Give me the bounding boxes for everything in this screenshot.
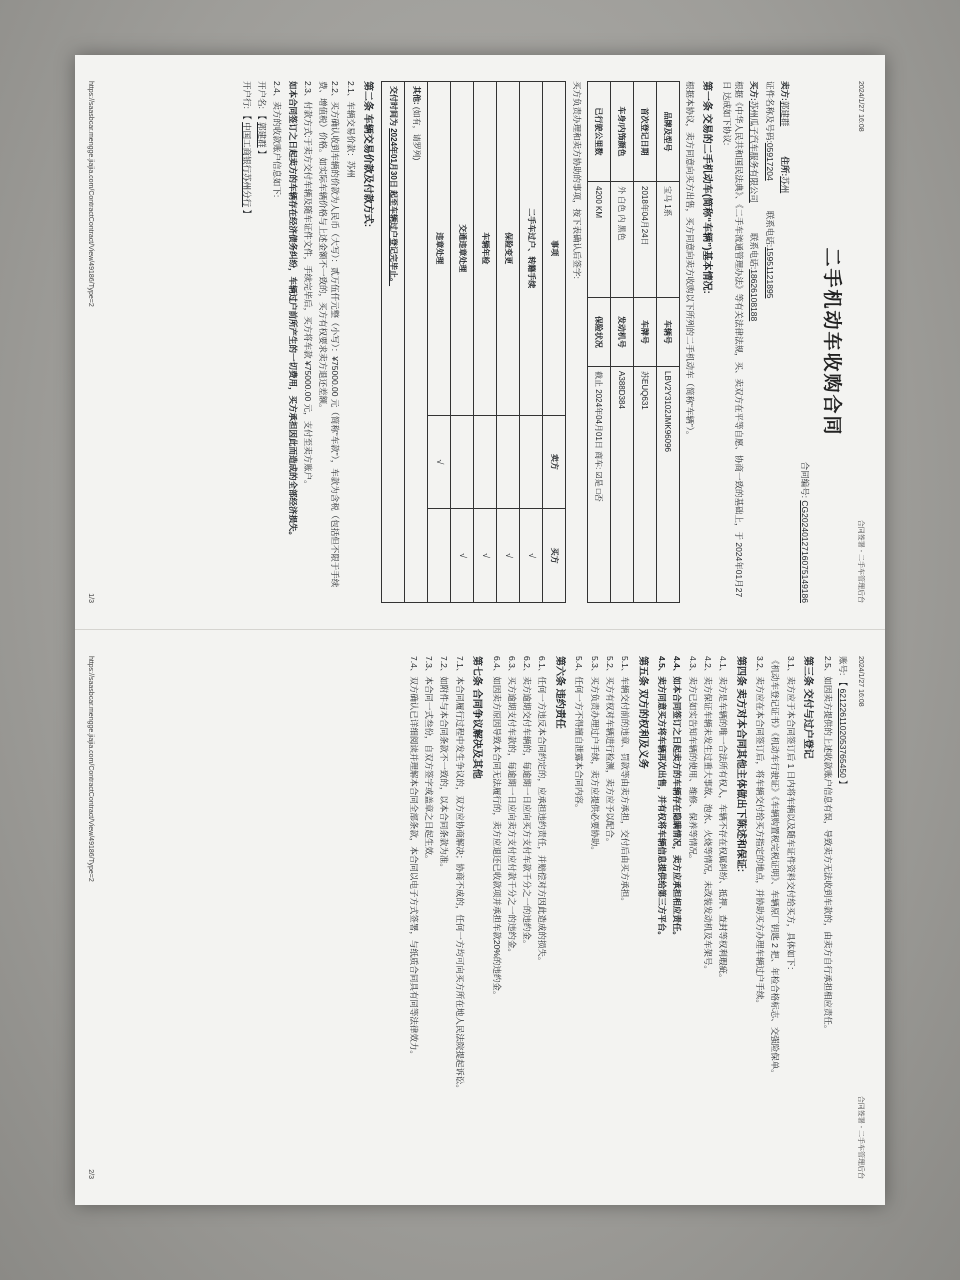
clause-7-2: 7.2、如附件与本合同条款不一致的，以本合同条款为准。 (439, 656, 450, 872)
clause-6-4: 6.4、如因卖方原因导致本合同无法履行的，卖方应退还已收款项并承担车款20%的违约金。 (491, 656, 502, 1000)
table-cell: 外 白色 内 黑色 (610, 182, 633, 298)
other-label: 其他: (412, 86, 422, 105)
table-cell: 发动机号 (610, 297, 633, 366)
table-row (474, 82, 497, 603)
intro-text: 根据《中华人民共和国民法典》、《二手车流通管理办法》等有关法律法规，买、卖双方在平等自愿、协商一致的基础上，于 2024年01月27日 达成如下协议: (721, 81, 745, 598)
id-label: 证件名称及号码: (764, 81, 775, 143)
table-cell: 已行驶公里数 (587, 82, 610, 182)
bank-row: 开户行: 【 中国工商银行苏州分行 】 (241, 81, 252, 218)
table-row (633, 82, 656, 603)
clause-5-3: 5.3、买方负责办理过户手续，卖方应提供必要协助。 (589, 656, 600, 855)
bank-name: 中国工商银行苏州分行 (241, 122, 252, 208)
clause-3-1: 3.1、卖方应于本合同签订后 1 日内将车辆以及随车证件资料交付给买方，具体如下： (785, 656, 796, 975)
seller-id-row (763, 81, 775, 603)
table-cell: LBV2Y3102JMK96096 (656, 367, 679, 603)
table-cell (520, 415, 543, 509)
table-cell: 品牌及型号 (656, 82, 679, 182)
account-number: 6212261102053765450 (837, 688, 848, 778)
account-name-row: 开户名: 【 郭建群 】 (256, 81, 267, 159)
contract-number (799, 81, 811, 603)
table-cell: 截止 2024年04月01日 商车: ☑是 □否 (587, 367, 610, 603)
contract-title: 二手机动车收购合同 (820, 247, 842, 437)
table-cell: 违章处理 (428, 82, 451, 416)
table-cell: 4200 KM (587, 182, 610, 298)
phone-label: 联系电话: (764, 210, 775, 248)
clause-2-4: 2.4、卖方的收款账户信息如下: (272, 81, 283, 198)
table-cell (474, 415, 497, 509)
column-header: 卖方 (543, 415, 566, 509)
clause-5-1: 5.1、车辆交付前的违章、罚款等由卖方承担，交付后由买方承担。 (620, 656, 631, 906)
table-cell: A388D384 (610, 367, 633, 603)
clause-5-4: 5.4、任何一方不得擅自泄露本合同内容。 (574, 656, 585, 813)
footer-url: https://saasbcar.mengge.jiajia.com/ContractContract/View/49186/Type=2 (87, 81, 95, 307)
clause-2-3: 2.3、付款方式:于卖方交付车辆及随车证件文件，手续完毕后，买方将车款 ¥75000.00 元，支付至卖方账户。 (302, 81, 313, 489)
other-cell (405, 82, 428, 603)
print-date: 2024/1/27 16:08 (857, 81, 864, 132)
clause-6-1: 6.1、任何一方违反本合同约定的，应承担违约责任，并赔偿对方因此造成的损失。 (537, 656, 548, 966)
print-source: 合同签署 - 二手车管理后台 (857, 1095, 864, 1179)
vehicle-info-table (587, 81, 680, 603)
page-number: 1/3 (87, 593, 95, 603)
article-1-title: 第一条 交易的二手机动车(简称“车辆”)基本情况: (701, 81, 713, 294)
buyer-label: 买方: (749, 81, 760, 101)
table-cell: 车辆年检 (474, 82, 497, 416)
table-cell: √ (474, 509, 497, 603)
buyer-name: 苏州瓜子汽车服务有限公司 (749, 100, 760, 203)
clause-4-5: 4.5、卖方同意买方将车辆再次出售，并有权将车辆信息提供给第三方平台。 (657, 656, 668, 940)
duty-caption: 买方负责办理和卖方协助的事项，按下表确认后签字: (571, 81, 582, 279)
table-cell: 车牌号 (633, 297, 656, 366)
article-6-title: 第六条 违约责任 (553, 656, 565, 729)
table-cell (497, 415, 520, 509)
seller-address: 苏州 (780, 176, 790, 194)
footer-url: https://saasbcar.mengge.jiajia.com/ContractContract/View/49186/Type=2 (87, 656, 95, 882)
clause-4-1: 4.1、卖方是车辆的唯一合法所有权人，车辆不存在权属纠纷、抵押、查封等权利瑕疵。 (718, 656, 729, 983)
table-row (656, 82, 679, 603)
page-header (855, 81, 865, 603)
contract-sheet (75, 55, 885, 1205)
print-date: 2024/1/27 16:08 (857, 656, 864, 707)
page-number: 2/3 (87, 1169, 95, 1179)
article-2-title: 第二条 车辆交易价款及付款方式: (362, 81, 374, 228)
id-value: 05917204 (764, 142, 775, 181)
table-cell: 苏EUQ631 (633, 367, 656, 603)
handover-label: 交付时间为 (389, 86, 399, 126)
clause-4-2: 4.2、卖方保证车辆未发生过重大事故、泡水、火烧等情况，未改装发动机及车架号。 (702, 656, 713, 974)
table-cell: √ (520, 509, 543, 603)
table-row (382, 82, 405, 603)
clause-4-4: 4.4、如本合同签订之日起卖方的车辆存在隐瞒情况，卖方应承担相应责任。 (672, 656, 683, 940)
table-row (610, 82, 633, 603)
buyer-phone-label: 联系电话: (749, 232, 760, 270)
page-footer (85, 656, 95, 1179)
table-cell: 交通违章处理 (451, 82, 474, 416)
account-number-row: 账号: 【 6212261102053765450 】 (837, 656, 848, 789)
contract-page-2 (75, 630, 885, 1205)
clause-4-3: 4.3、卖方已如实告知车辆的使用、维修、保养等情况。 (687, 656, 698, 864)
handover-date: 2024年01月30日 起至车辆过户登记完毕止。 (389, 128, 399, 287)
contract-number-value: CG2024012716075149186 (800, 500, 811, 603)
handover-cell (382, 82, 405, 603)
address-label: 住所: (780, 156, 790, 177)
account-name: 郭建群 (256, 122, 267, 148)
account-number-label: 账号: (837, 656, 848, 676)
clause-3-2: 3.2、卖方应在本合同签订后，将车辆交付给买方指定的地点，并协助买方办理车辆过户手续。 (755, 656, 766, 1008)
table-cell: √ (451, 509, 474, 603)
clause-7-1: 7.1、本合同履行过程中发生争议的，双方应协商解决；协商不成的，任何一方均可向买方所在地人民法院提起诉讼。 (454, 656, 465, 1093)
table-cell: 宝马 1系 (656, 182, 679, 298)
table-cell: 二手车过户、转籍手续 (520, 82, 543, 416)
clause-5-2: 5.2、买方有权对车辆进行检测，卖方应予以配合。 (604, 656, 615, 847)
bank-label: 开户行: (241, 81, 252, 109)
clause-7-4: 7.4、双方确认已详细阅读并理解本合同全部条款，本合同以电子方式签署，与纸质合同具有同等法律效力。 (408, 656, 419, 1059)
table-cell: 车身/内饰颜色 (610, 82, 633, 182)
other-value: (如有，请罗列) (412, 106, 422, 161)
table-row (405, 82, 428, 603)
page-footer (85, 81, 95, 603)
table-row (428, 82, 451, 603)
table-cell: 车辆号 (656, 297, 679, 366)
duty-table (381, 81, 566, 603)
clause-2-1: 2.1、车辆交易价款：苏州 (345, 81, 356, 178)
column-header: 事项 (543, 82, 566, 416)
buyer-phone: 18626108188 (749, 269, 760, 322)
seller-name: 郭建群 (780, 100, 790, 127)
table-cell (451, 415, 474, 509)
clause-7-3: 7.3、本合同一式叁份，自双方签字或盖章之日起生效。 (424, 656, 435, 864)
contract-number-label: 合同编号: (800, 461, 811, 499)
table-row (587, 82, 610, 603)
clause-6-2: 6.2、卖方逾期交付车辆的，每逾期一日应向买方支付车款千分之一的违约金。 (522, 656, 533, 949)
article-3-title: 第三条 交付与过户登记 (802, 656, 814, 759)
buyer-row (748, 81, 760, 603)
seller-row (779, 81, 791, 603)
table-cell: 保险变更 (497, 82, 520, 416)
article-1-text: 根据本协议，卖方同意向买方出售，买方同意向卖方收购以下所列的二手机动车（简称“车辆”）。 (684, 81, 695, 440)
seller-label: 卖方: (780, 81, 790, 101)
table-cell: 保险状况 (587, 297, 610, 366)
column-header: 买方 (543, 509, 566, 603)
clause-2-5: 2.5、如因卖方提供的上述收款账户信息有误，导致卖方无法收到车款的，由卖方自行承担相应责任。 (822, 656, 833, 1034)
table-cell: 首次登记日期 (633, 82, 656, 182)
clause-3-docs: 《机动车登记证书》《机动车行驶证》《车辆购置税完税证明》、车辆原厂钥匙 2 把、年检合格标志、交强险保单。 (770, 656, 781, 1078)
table-cell: 2018年04月24日 (633, 182, 656, 298)
article-7-title: 第七条 合同争议解决及其他 (471, 656, 483, 779)
clause-2-bold: 如本合同签订之日起卖方的车辆存在经济债务纠纷，车辆过户前所产生的一切费用，买方承担因此而造成的全部经济损失。 (287, 81, 298, 541)
account-name-label: 开户名: (256, 81, 267, 109)
contract-page-1 (75, 55, 885, 630)
table-row (520, 82, 543, 603)
clause-2-2: 2.2、买方确认收到车辆的价款为人民币（大写）：贰万伍仟元整（小写）：¥75000.00 元（简称“车款”），车款为含税（包括但不限于手续费、增值税）价格。如实际车辆价格与上述金额不一致的，买方有权要求卖方退还差额。 (318, 81, 341, 588)
print-source: 合同签署 - 二手车管理后台 (857, 519, 864, 603)
page-header (855, 656, 865, 1179)
table-cell: √ (497, 509, 520, 603)
table-cell: √ (428, 415, 451, 509)
table-row (497, 82, 520, 603)
article-4-title: 第四条 卖方对本合同其他主体做出下陈述和保证: (734, 656, 746, 873)
clause-6-3: 6.3、买方逾期支付车款的，每逾期一日应向卖方支付应付款千分之一的违约金。 (506, 656, 517, 957)
seller-phone: 15951121895 (764, 247, 775, 299)
table-row (451, 82, 474, 603)
table-cell (428, 509, 451, 603)
table-header-row (543, 82, 566, 603)
article-5-title: 第五条 双方的权利及义务 (636, 656, 648, 769)
